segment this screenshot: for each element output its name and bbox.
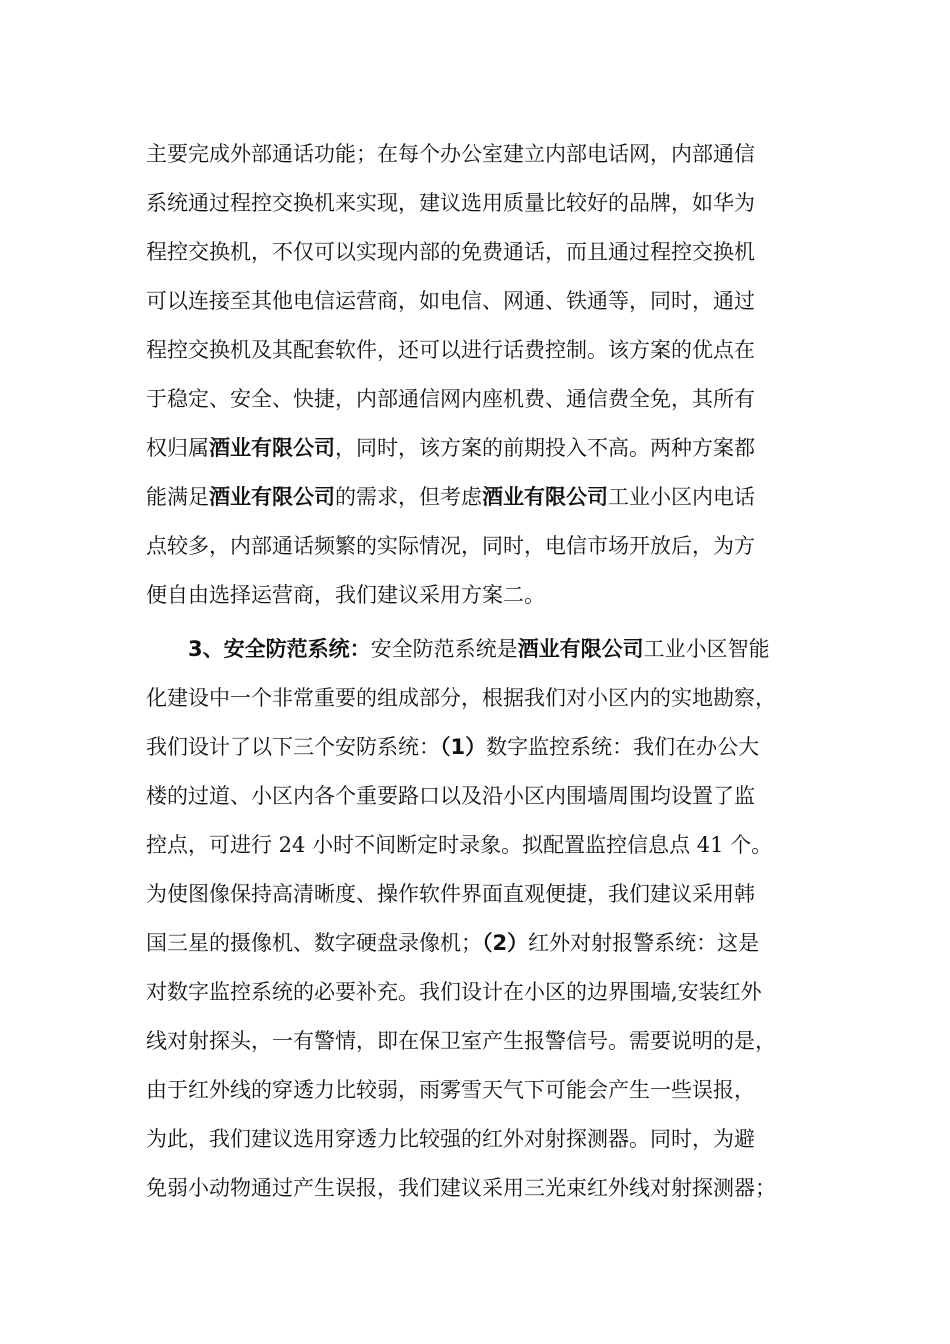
text-line	[146, 138, 826, 170]
text-line	[146, 383, 826, 415]
bold-list-marker: （1）	[440, 735, 487, 759]
section-heading: 3、安全防范系统：	[188, 637, 371, 661]
text-run: ，同时，该方案的前期投入不高。两种方案都	[335, 436, 755, 460]
text-run: 为此，我们建议选用穿透力比较强的红外对射探测器。同时，为避	[146, 1127, 755, 1151]
text-line	[146, 682, 826, 714]
text-run: 楼的过道、小区内各个重要路口以及沿小区内围墙周围均设置了监	[146, 784, 755, 808]
text-run: 的需求，但考虑	[335, 485, 482, 509]
text-run: 程控交换机，不仅可以实现内部的免费通话，而且通过程控交换机	[146, 240, 755, 264]
text-run: 可以连接至其他电信运营商，如电信、网通、铁通等，同时，通过	[146, 289, 755, 313]
text-line	[146, 432, 826, 464]
text-line	[146, 927, 826, 959]
text-line	[146, 1025, 826, 1057]
text-run: 安全防范系统是	[370, 637, 518, 661]
text-line	[146, 878, 826, 910]
text-run: 化建设中一个非常重要的组成部分，根据我们对小区内的实地勘察，	[146, 686, 776, 710]
text-run: 工业小区智能	[643, 637, 770, 661]
text-run: 我们设计了以下三个安防系统：	[146, 735, 440, 759]
text-run: 由于红外线的穿透力比较弱，雨雾雪天气下可能会产生一些误报，	[146, 1078, 755, 1102]
text-run: 为使图像保持高清晰度、操作软件界面直观便捷，我们建议采用韩	[146, 882, 755, 906]
text-line	[146, 187, 826, 219]
text-run: 国三星的摄像机、数字硬盘录像机；	[146, 931, 482, 955]
text-line	[146, 976, 826, 1008]
bold-company-name: 酒业有限公司	[209, 436, 335, 460]
text-run: 控点，可进行 24 小时不间断定时录象。拟配置监控信息点 41 个。	[146, 833, 773, 857]
text-line	[146, 1123, 826, 1155]
text-run: 主要完成外部通话功能；在每个办公室建立内部电话网，内部通信	[146, 142, 755, 166]
text-run: 红外对射报警系统：这是	[528, 931, 760, 955]
text-line	[146, 334, 826, 366]
text-run: 对数字监控系统的必要补充。我们设计在小区的边界围墙,安装红外	[146, 980, 762, 1004]
text-run: 权归属	[146, 436, 209, 460]
text-line	[146, 780, 826, 812]
bold-company-name: 酒业有限公司	[517, 637, 644, 661]
text-run: 点较多，内部通话频繁的实际情况，同时，电信市场开放后，为方	[146, 534, 755, 558]
text-run: 系统通过程控交换机来实现，建议选用质量比较好的品牌，如华为	[146, 191, 755, 215]
text-run: 于稳定、安全、快捷，内部通信网内座机费、通信费全免，其所有	[146, 387, 755, 411]
bold-company-name: 酒业有限公司	[482, 485, 608, 509]
text-run: 能满足	[146, 485, 209, 509]
text-line	[146, 731, 826, 763]
bold-company-name: 酒业有限公司	[209, 485, 335, 509]
text-line	[146, 579, 826, 611]
text-line	[146, 481, 826, 513]
text-run: 便自由选择运营商，我们建议采用方案二。	[146, 583, 545, 607]
text-line	[146, 829, 826, 861]
text-line	[146, 1074, 826, 1106]
section-heading-line	[188, 633, 826, 665]
text-run: 程控交换机及其配套软件，还可以进行话费控制。该方案的优点在	[146, 338, 755, 362]
bold-list-marker: （2）	[482, 931, 529, 955]
text-run: 数字监控系统：我们在办公大	[486, 735, 760, 759]
text-run: 线对射探头，一有警情，即在保卫室产生报警信号。需要说明的是，	[146, 1029, 776, 1053]
text-run: 工业小区内电话	[608, 485, 755, 509]
text-line	[146, 236, 826, 268]
text-line	[146, 1172, 826, 1204]
text-run: 免弱小动物通过产生误报，我们建议采用三光束红外线对射探测器；	[146, 1176, 776, 1200]
text-line	[146, 285, 826, 317]
text-line	[146, 530, 826, 562]
